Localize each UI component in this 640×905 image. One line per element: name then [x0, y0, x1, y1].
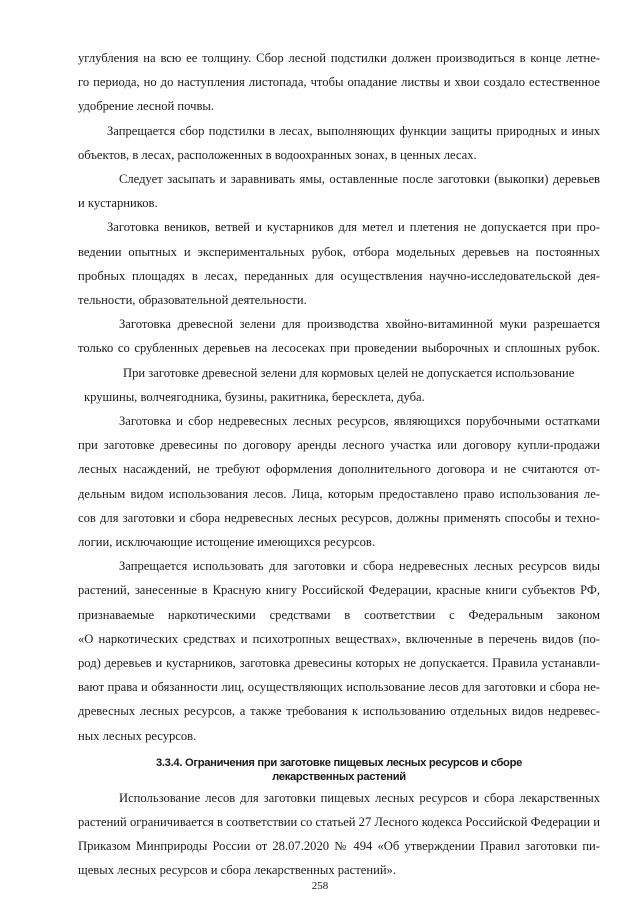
text-line: Запрещается использовать для заготовки и сбора недревесных лесных ресурсов виды — [119, 559, 600, 574]
text-line: Заготовка веников, ветвей и кустарников для метел и плетения не допускается при про- — [107, 220, 600, 235]
text-line: Следует засыпать и заравнивать ямы, оставленные после заготовки (выкопки) деревьев — [119, 172, 600, 186]
text-line: При заготовке древесной зелени для кормовых целей не допускается использование — [123, 365, 575, 380]
text-line: Заготовка древесной зелени для производства хвойно-витаминной муки разрешается — [119, 317, 600, 332]
text-line: Заготовка и сбор недревесных лесных ресурсов, являющихся порубочными остатками — [119, 414, 600, 428]
text-line: растений, занесенные в Красную книгу Российской Федерации, красные книги субъектов РФ, — [78, 583, 600, 598]
text-line: Запрещается сбор подстилки в лесах, выполняющих функции защиты природных и иных — [107, 123, 600, 138]
text-line: Приказом Минприроды России от 28.07.2020 № 494 «Об утверждении Правил заготовки пи- — [78, 839, 600, 854]
text-line: вают права и обязанности лиц, осуществляющих использование лесов для заготовки и сбора не- — [78, 680, 600, 695]
text-line: ных лесных ресурсов. — [78, 728, 197, 743]
text-line: логии, исключающие истощение имеющихся ресурсов. — [78, 535, 375, 549]
text-line: го периода, но до наступления листопада, чтобы опадание листвы и хвои создало естественное — [78, 75, 600, 90]
text-line: крушины, волчеягодника, бузины, ракитника, бересклета, дуба. — [84, 389, 425, 404]
text-line: растений ограничивается в соответствии со статьей 27 Лесного кодекса Российской Федерации и — [78, 815, 600, 829]
text-line: «О наркотических средствах и психотропных веществах», включенные в перечень видов (по- — [78, 631, 600, 646]
section-heading: 3.3.4. Ограничения при заготовке пищевых лесных ресурсов и сборе — [155, 756, 523, 769]
text-line: и кустарников. — [78, 196, 158, 211]
text-line: ведении опытных и экспериментальных рубок, отбора модельных деревьев на постоянных — [78, 244, 600, 259]
text-line: щевых лесных ресурсов и сбора лекарственных растений». — [78, 863, 396, 878]
text-line: удобрение лесной почвы. — [78, 99, 215, 114]
text-line: сов для заготовки и сбора недревесных лесных ресурсов, должны применять способы и техно- — [78, 510, 600, 525]
text-line: только со срубленных деревьев на лесосеках при проведении выборочных и сплошных рубок. — [78, 341, 600, 356]
text-line: древесных лесных ресурсов, а также требования к использованию отдельных видов недревес- — [78, 704, 600, 719]
text-line: Использование лесов для заготовки пищевых лесных ресурсов и сбора лекарственных — [119, 790, 600, 805]
text-line: углубления на всю ее толщину. Сбор лесной подстилки должен производиться в конце летне- — [78, 51, 600, 65]
text-line: признаваемые наркотическими средствами в соответствии с Федеральным законом — [78, 607, 600, 622]
text-line: лесных насаждений, не требуют оформления дополнительного договора и не считаются от- — [78, 462, 600, 477]
text-line: дельным видом использования лесов. Лица, которым предоставлено право использования ле- — [78, 486, 600, 501]
page-number: 258 — [311, 880, 329, 892]
text-line: пробных площадях в лесах, переданных для осуществления научно-исследовательской дея- — [78, 268, 600, 283]
text-line: при заготовке древесины по договору аренды лесного участка или договору купли-продажи — [78, 438, 600, 453]
text-line: род) деревьев и кустарников, заготовка древесины которых не допускается. Правила устанавли- — [78, 656, 600, 670]
text-line: тельности, образовательной деятельности. — [78, 293, 307, 307]
section-heading: лекарственных растений — [272, 770, 406, 783]
text-line: объектов, в лесах, расположенных в водоохранных зонах, в ценных лесах. — [78, 147, 477, 162]
